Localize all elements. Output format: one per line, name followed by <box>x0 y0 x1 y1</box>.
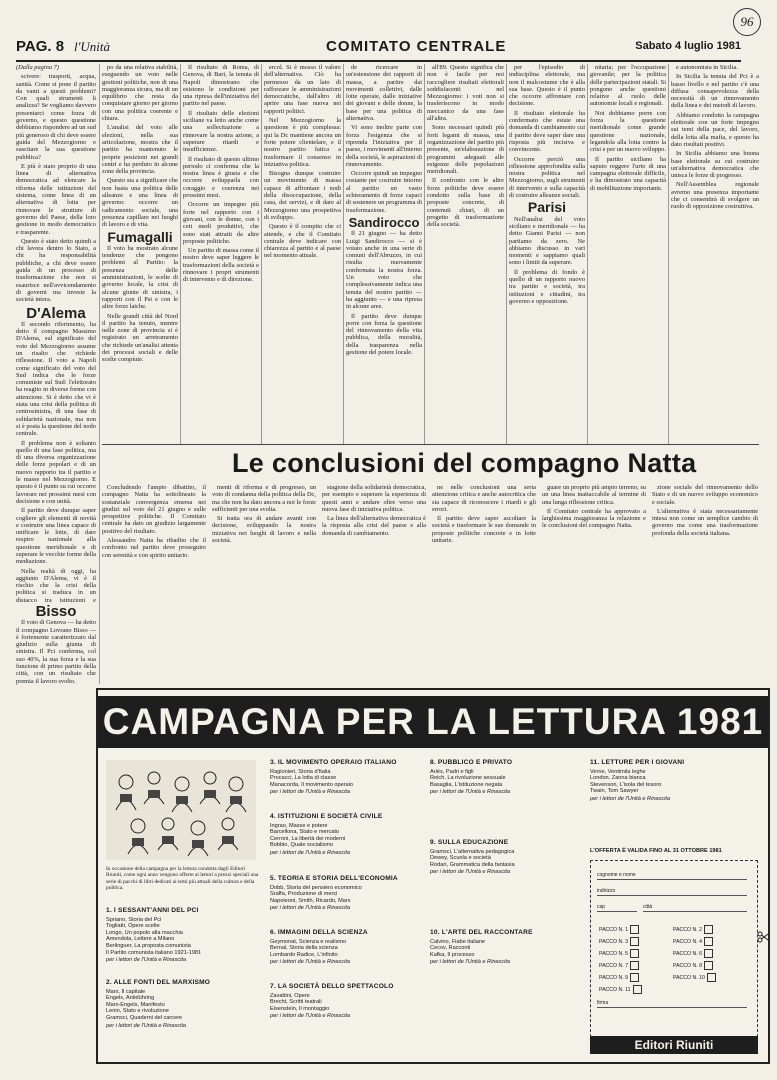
article-column-9 <box>671 64 759 444</box>
article-column-1 <box>16 64 96 604</box>
pack-checkbox-5[interactable]: PACCO N. 5 <box>599 949 639 958</box>
article-column-7 <box>509 64 585 444</box>
pack-title: 8. PUBBLICO E PRIVATO <box>430 759 513 766</box>
natta-column-4 <box>432 484 536 680</box>
pack-title: 11. LETTURE PER I GIOVANI <box>590 759 685 766</box>
book-pack-8 <box>430 760 580 796</box>
pack-price-note: per i lettori de l'Unità e Rinascita <box>270 1013 351 1020</box>
pack-item: Il Partito comunista italiano 1921-1981 <box>106 949 202 956</box>
scissors-icon <box>757 931 769 943</box>
pack-item: Brecht, Scritti teatrali <box>270 999 322 1006</box>
coupon-address-field[interactable]: indirizzo <box>597 895 747 896</box>
pack-title: 3. IL MOVIMENTO OPERAIO ITALIANO <box>270 759 397 766</box>
paragraph: ne nelle conclusioni una seria attenzione critica e anche autocritica che sia capace di riconoscere i ritardi e gli errori. <box>432 484 536 513</box>
reading-campaign-ad <box>96 688 770 1064</box>
paragraph: Il voto di Genova — ha detto il compagno Lovrano Bisso — è fortemente caratterizzato dal giudizio sulla giunta di sinistra. Il Pci conferma, col suo 40%, la sua forza e la sua funzione di primo partito della città, con un risultato che premia il lavoro svolto. <box>16 619 96 685</box>
paragraph: Il problema non è soltanto quello di una fase politica, ma di una diversa organizzazione delle forze popolari e di un nuovo rapporto tra il partito e le masse nel Mezzogiorno. E questo è il punto su cui occorre lavorare nei prossimi mesi con decisione e con unità. <box>16 439 96 505</box>
paragraph: Il partito deve saper ascoltare la società e trasformare le sue domande in proposte politiche concrete e in lotte unitarie. <box>432 515 536 545</box>
paragraph: Abbiamo condotto la campagna elettorale con un forte impegno sui temi della pace, del lavoro, della lotta alla mafia, e questo ha dato risultati positivi. <box>671 111 759 148</box>
column-rule <box>180 64 181 444</box>
book-pack-1 <box>106 908 262 964</box>
handwritten-page-number: 96 <box>733 8 761 36</box>
paragraph: Nella realtà di oggi, ha aggiunto D'Alema, vi è il rischio che la crisi della politica si traduca in un distacco tra istituzioni e <box>16 567 96 604</box>
pack-item: Berlinguer, La proposta comunista <box>106 942 191 949</box>
paragraph: Alessandro Natta ha ribadito che il confronto nel partito deve proseguire con serenità e con spirito unitario. <box>102 537 206 559</box>
publisher-banner: Editori Riuniti <box>590 1036 758 1054</box>
paragraph: ercol. Si è mosso il valore dell'alternativa. Ciò ha permesso da un lato di rafforzare le amministrazioni democratiche, dall'altro di aprire una fase nuova nei rapporti politici. <box>264 64 341 115</box>
pack-checkbox-2[interactable]: PACCO N. 2 <box>673 925 713 934</box>
paragraph: e autonomista in Sicilia. <box>676 64 738 71</box>
pack-item: Lombardo Radice, L'infinito <box>270 951 338 958</box>
pack-price-note: per i lettori de l'Unità e Rinascita <box>270 905 351 912</box>
pack-price-note: per i lettori de l'Unità e Rinascita <box>430 789 511 796</box>
pack-checkbox-6[interactable]: PACCO N. 6 <box>673 949 713 958</box>
natta-column-1 <box>102 484 206 680</box>
book-pack-6 <box>270 930 420 966</box>
pack-item: Eisenstein, Il montaggio <box>270 1005 330 1012</box>
book-pack-11 <box>590 760 756 803</box>
pack-item: Stevenson, L'isola del tesoro <box>590 781 662 788</box>
pack-item: Geymonat, Scienza e realismo <box>270 938 347 945</box>
pack-item: Cerroni, La libertà dei moderni <box>270 835 346 842</box>
paragraph: La linea dell'alternativa democratica è la risposta alla crisi del paese e alla domanda di cambiamento. <box>322 515 426 537</box>
paragraph: zione sociale del rinnovamento dello Stato e di un nuovo sviluppo economico e sociale. <box>652 484 758 506</box>
paragraph: Noi dobbiamo porre con forza la questione meridionale come grande questione nazionale, legandola alla lotta contro la crisi e per un nuovo sviluppo. <box>590 109 666 154</box>
pack-checkbox-4[interactable]: PACCO N. 4 <box>673 937 713 946</box>
speaker-heading-sandirocco: Sandirocco <box>348 214 420 230</box>
page-label: PAG. 8 <box>16 38 65 55</box>
pack-item: Calvino, Fiabe italiane <box>430 938 486 945</box>
book-pack-5 <box>270 876 420 912</box>
paragraph: In Sicilia abbiamo una buona base elettorale su cui costruire un'alternativa democratica che unisca le forze di progresso. <box>671 150 759 180</box>
speaker-heading-bisso: Bisso <box>35 604 77 620</box>
article-column-1-bottom <box>16 604 96 1064</box>
pack-checkbox-1[interactable]: PACCO N. 1 <box>599 925 639 934</box>
pack-item: Engels, Antidühring <box>106 995 155 1002</box>
coupon-name-field[interactable]: cognome e nome <box>597 879 747 880</box>
paragraph: guare un proprio più ampio terreno, su un una linea inattaccabile al termine di una lunga riflessione critica. <box>542 484 646 506</box>
pack-item: Togliatti, Opere scelte <box>106 923 160 930</box>
pack-checkbox-11[interactable]: PACCO N. 11 <box>599 985 642 994</box>
paragraph: per l'episodio di indisciplina elettorale, ma non il malcostume che è alla sua base. Questo è il punto che occorre affrontare con decisione. <box>509 64 585 108</box>
paragraph: all'89. Questo significa che non è facile per noi raccogliere risultati elettorali soddisfacenti nel Mezzogiorno: i voti non si trasferiscono in modo meccanico da una fase all'altra. <box>427 64 504 123</box>
paragraph: Bisogna dunque costruire un movimento di massa capace di affrontare i nodi della disoccupazione, della casa, dei servizi, e di dare al Mezzogiorno una prospettiva di sviluppo. <box>264 170 341 221</box>
pack-item: Barcellona, Stato e mercato <box>270 829 340 836</box>
pack-price-note: per i lettori de l'Unità e Rinascita <box>106 957 187 964</box>
paragraph: Il Comitato centrale ha approvato a larghissima maggioranza la relazione e le conclusioni del compagno Natta. <box>542 507 646 530</box>
paragraph: Il secondo riferimento, ha detto il compagno Massimo D'Alema, sul significato del voto del Mezzogiorno assume un risalto che richiede riflessione. Il voto a Napoli come significato del voto del Sud indica che le forze comuniste sul Sud: l'elettorato ha reagito in diverse forme con attenzione. Si è detto che vi è stata una crisi della politica di centrosinistra, di una fase di solidarietà nazionale, ma non si è posta la questione del nodo centrale. <box>16 320 96 438</box>
pack-checkbox-8[interactable]: PACCO N. 8 <box>673 961 713 970</box>
pack-title: 6. IMMAGINI DELLA SCIENZA <box>270 929 368 936</box>
pack-item: Dobb, Storia del pensiero economico <box>270 884 362 891</box>
paragraph: po da una relativa stabilità, eseguendo un voto nelle gestioni politiche, non di una maggioranza sicura, ma di un equilibrio che resta da conquistare giorno per giorno con una politica coerente e chiara. <box>102 64 178 123</box>
coupon-city-field[interactable]: città <box>643 911 747 912</box>
pack-item: Longo, Un popolo alla macchia <box>106 929 183 936</box>
pack-price-note: per i lettori de l'Unità e Rinascita <box>270 849 351 856</box>
pack-item: Ragionieri, Storia d'Italia <box>270 768 331 775</box>
pack-title: 2. ALLE FONTI DEL MARXISMO <box>106 979 211 986</box>
page-header <box>16 38 741 62</box>
pack-price-note: per i lettori de l'Unità e Rinascita <box>270 789 351 796</box>
pack-item: Bernal, Storia della scienza <box>270 945 338 952</box>
pack-item: Dewey, Scuola e società <box>430 855 491 862</box>
paragraph: Il risultato di Roma, di Genova, di Bari, la tenuta di Napoli dimostrano che esistono le condizioni per una ripresa dell'iniziativa del partito nel paese. <box>183 64 259 108</box>
natta-column-5 <box>542 484 646 680</box>
pack-price-note: per i lettori de l'Unità e Rinascita <box>270 959 351 966</box>
paragraph: Occorre perciò una riflessione approfondita sulla nostra politica nel Mezzogiorno, sugli strumenti di intervento e sulla capacità di costruire alleanze sociali. <box>509 155 585 200</box>
paragraph: Questo sta a significare che non basta una politica delle alleanze e una linea di governo: occorre un radicamento sociale, una presenza capillare nei luoghi di lavoro e di vita. <box>102 177 178 229</box>
paragraph: Vi sono inoltre parte con forza l'esigenza che si riprenda l'iniziativa per il paese, i movimenti all'interno della società, le aspirazioni di rinnovamento. <box>346 124 422 168</box>
pack-item: Twain, Tom Sawyer <box>590 788 639 795</box>
section-title: COMITATO CENTRALE <box>326 38 507 55</box>
pack-item: Spriano, Storia del Pci <box>106 916 162 923</box>
paragraph: Il risultato delle elezioni siciliane va letto anche come una sollecitazione a rinnovare la nostra azione, a superare ritardi e insufficienze. <box>183 109 259 154</box>
article-column-6 <box>427 64 504 444</box>
paragraph: Si tratta ora di andare avanti con decisione, sviluppando la nostra iniziativa nei luoghi di lavoro e nella società. <box>212 515 316 545</box>
paragraph: Il partito deve dunque saper cogliere gli elementi di novità e costruire una linea capace di unificare le lotte, di dare respiro nazionale alla questione meridionale e di superare le vecchie forme della mediazione. <box>16 507 96 566</box>
column-rule <box>261 64 262 444</box>
paragraph: Occorre un impegno più forte nel rapporto con i giovani, con le donne, con i ceti medi produttivi, che sono stati attratti da altre proposte politiche. <box>183 201 259 245</box>
pack-title: 4. ISTITUZIONI E SOCIETÀ CIVILE <box>270 813 383 820</box>
paragraph: Un partito di massa come il nostro deve saper leggere le trasformazioni della società e rinnovare i propri strumenti di intervento e di direzione. <box>183 247 259 284</box>
pack-checkbox-3[interactable]: PACCO N. 3 <box>599 937 639 946</box>
pack-title: 10. L'ARTE DEL RACCONTARE <box>430 929 533 936</box>
pack-item: Zavattini, Opere <box>270 992 310 999</box>
coupon-signature-field[interactable]: firma <box>597 1007 747 1008</box>
paragraph: de ricercare in un'estensione dei rapporti di massa, a partire dai movimenti collettivi, dalle lotte operaie, dalle iniziative dei giovani e delle donne, la base per una politica di alternativa. <box>346 64 422 123</box>
column-rule <box>587 64 588 444</box>
paragraph: Nel Mezzogiorno la questione è più complessa: qui la Dc mantiene ancora un forte potere clientelare, e il nostro partito fatica a trasformare il consenso in iniziativa politica. <box>264 117 341 168</box>
pack-title: 7. LA SOCIETÀ DELLO SPETTACOLO <box>270 983 394 990</box>
book-pack-2 <box>106 980 262 1029</box>
column-rule <box>424 64 425 444</box>
pack-item: Ariès, Padri e figli <box>430 768 474 775</box>
natta-column-6 <box>652 484 758 680</box>
pack-item: Basaglia, L'istituzione negata <box>430 781 503 788</box>
article-column-8 <box>590 64 666 444</box>
book-pack-7 <box>270 984 420 1020</box>
ad-title: CAMPAGNA PER LA LETTURA 1981 <box>98 696 768 748</box>
paragraph: Nell'Assemblea regionale avremo una presenza importante che ci consentirà di svolgere un ruolo di opposizione costruttiva. <box>671 181 759 211</box>
pack-item: Ingrao, Masse e potere <box>270 822 328 829</box>
paragraph: Nell'analisi del voto siciliano e meridionale — ha detto Gianni Parisi — non partiamo da zero. Ne abbiamo discusso in vari momenti e sappiamo quali sono i limiti da superare. <box>509 215 585 267</box>
speaker-heading-dalema: D'Alema <box>26 304 86 322</box>
coupon-cap-field[interactable]: cap <box>597 911 637 912</box>
speaker-heading-parisi: Parisi <box>527 199 567 216</box>
paragraph: Il partito deve dunque porre con forza la questione del rinnovamento della vita pubblica, della moralità, della trasparenza nella gestione del potere locale. <box>346 312 422 356</box>
pack-item: Gramsci, Quaderni del carcere <box>106 1014 183 1021</box>
pack-item: Kafka, Il processo <box>430 951 475 958</box>
pack-price-note: per i lettori de l'Unità e Rinascita <box>430 869 511 876</box>
pack-checkbox-9[interactable]: PACCO N. 9 <box>599 973 639 982</box>
pack-item: Sraffa, Produzione di merci <box>270 891 338 898</box>
pack-price-note: per i lettori de l'Unità e Rinascita <box>106 1022 187 1029</box>
speaker-heading-fumagalli: Fumagalli <box>107 228 173 245</box>
natta-headline: Le conclusioni del compagno Natta <box>232 448 697 478</box>
natta-column-3 <box>322 484 426 680</box>
natta-column-2 <box>212 484 316 680</box>
article-column-2 <box>102 64 178 444</box>
book-pack-4 <box>270 814 420 857</box>
pack-title: 5. TEORIA E STORIA DELL'ECONOMIA <box>270 875 398 882</box>
pack-item: Verne, Ventimila leghe <box>590 768 646 775</box>
pack-item: Gramsci, L'alternativa pedagogica <box>430 848 515 855</box>
book-pack-9 <box>430 840 580 876</box>
paragraph: Il partito siciliano ha saputo reggere l'urto di una campagna elettorale difficile, e ha dimostrato una capacità di mobilitazione importante. <box>590 155 666 192</box>
article-column-3 <box>183 64 259 444</box>
paragraph: Il risultato di questo ultimo periodo ci conferma che la nostra linea è giusta e che occorre svilupparla con coraggio e coerenza nei prossimi mesi. <box>183 155 259 200</box>
paragraph: Il voto ha mostrato alcune tendenze che pongono problemi al Partito: la presenza delle amministrazioni, le scelte di governo locale, la crisi di alcune giunte di sinistra, i rapporti con il Psi e con le altre forze laiche. <box>102 244 178 311</box>
pack-item: Bobbio, Quale socialismo <box>270 842 334 849</box>
paragraph: Il 21 giugno — ha detto Luigi Sandirocco — si è votato anche in una serie di comuni dell'Abruzzo, in cui risulta nuovamente confermata la nostra forza. Un voto che complessivamente indica una tenuta del nostro partito — ha aggiunto — e una ripresa in alcune aree. <box>346 230 422 311</box>
paragraph: E più è stato proprio di una linea di alternativa democratica ad elencare la riforma delle istituzioni del sistema, come linea di un alternativa di lotta per rinnovare le strutture di governo del Paese, della loro gestione in modo democratico e trasparente. <box>16 162 96 236</box>
paragraph: Sono necessari quindi più forti legami di massa, una organizzazione del partito più presente, un'elaborazione di programmi adeguati alle esigenze delle popolazioni meridionali. <box>427 124 504 176</box>
paragraph: Questo è il compito che ci attende, e che il Comitato centrale deve indicare con chiarezza al partito e al paese nel momento attuale. <box>264 223 341 260</box>
ad-intro: In occasione della campagna per la lettura condotta dagli Editori Riuniti, come ogni anno vengono offerte ai lettori a prezzi speciali una serie di pacchi di libri dedicati ai temi più attuali della cultura e della politica. <box>106 866 259 892</box>
article-column-4 <box>264 64 341 444</box>
paragraph: Questo è stato detto quindi a chi lavora dentro lo Stato, a chi ha responsabilità pubbliche, a chi deve essere guida di un processo di trasformazione che non si esaurisce nell'avvicendamento di governi ma investe la società intera. <box>16 237 96 304</box>
pack-item: Marx-Engels, Manifesto <box>106 1001 165 1008</box>
pack-title: 1. I SESSANT'ANNI DEL PCI <box>106 907 199 914</box>
book-pack-3 <box>270 760 420 796</box>
pack-item: Manacorda, Il movimento operaio <box>270 781 354 788</box>
pack-item: London, Zanna bianca <box>590 775 646 782</box>
pack-item: Amendola, Lettere a Milano <box>106 936 175 943</box>
order-coupon[interactable] <box>590 860 758 1052</box>
paragraph: L'alternativa è stata necessariamente intesa non come un semplice cambio di governo ma come una trasformazione profonda della società italiana. <box>652 507 758 537</box>
pack-item: Procacci, La lotta di classe <box>270 775 337 782</box>
pack-price-note: per i lettori de l'Unità e Rinascita <box>430 959 511 966</box>
issue-date: Sabato 4 luglio 1981 <box>635 40 741 52</box>
article-column-5 <box>346 64 422 444</box>
paper-name: l'Unità <box>74 39 111 54</box>
pack-checkbox-7[interactable]: PACCO N. 7 <box>599 961 639 970</box>
column-rule <box>99 64 100 684</box>
paragraph: L'analisi del voto alle elezioni, nella sua articolazione, mostra che il partito ha mantenuto le proprie posizioni nei grandi centri e ha perduto in alcune zone della provincia. <box>102 124 178 176</box>
continued-from: (Dalla pagina 7) <box>16 64 59 71</box>
paragraph: Occorre quindi un impegno costante per costruire intorno al partito un vasto schieramento di forze capaci di sostenere un programma di trasformazione. <box>346 170 422 214</box>
pack-title: 9. SULLA EDUCAZIONE <box>430 839 509 846</box>
pack-item: Lenin, Stato e rivoluzione <box>106 1008 169 1015</box>
people-reading-illustration <box>106 760 256 860</box>
paragraph: Il problema di fondo è quello di un rapporto nuovo tra partito e società, tra istituzioni e cittadini, tra governo e opposizione. <box>509 268 585 305</box>
paragraph: scivere: trasporti, acqua, sanità. Come si pone il partito da vanti a questi problemi? Con quali strumenti li analizza? Se vogliamo davvero presentarci come forza di governo, e questo questione debbiamo rispondere ad un sud più generoso di chi deve essere guida del Mezzogiorno e suscitare la sua questione pubblica? <box>16 73 96 161</box>
pack-price-note: per i lettori de l'Unità e Rinascita <box>590 795 671 802</box>
pack-checkbox-10[interactable]: PACCO N. 10 <box>673 973 716 982</box>
paragraph: Il confronto con le altre forze politiche deve essere condotto sulla base di proposte concrete, di contenuti chiari, di un progetto di trasformazione della società. <box>427 177 504 229</box>
paragraph: stagione della solidarietà democratica, per esempio e superare la esperienza di questi anni e andare oltre verso una nuova fase di iniziativa politica. <box>322 484 426 513</box>
paragraph: Il risultato elettorale ha confermato che esiste una domanda di cambiamento cui il partito deve saper dare una risposta più incisiva e convincente. <box>509 109 585 154</box>
book-pack-10 <box>430 930 580 966</box>
column-rule <box>506 64 507 444</box>
paragraph: menti di riforma e di progresso, un voto di condanna della politica della Dc, ma che non ha dato ancora a noi le forze sufficienti per una svolta. <box>212 484 316 513</box>
column-rule <box>343 64 344 444</box>
offer-validity: L'OFFERTA È VALIDA FINO AL 31 OTTOBRE 1981 <box>590 848 722 854</box>
pack-item: Napoleoni, Smith, Ricardo, Marx <box>270 897 351 904</box>
pack-item: Reich, La rivoluzione sessuale <box>430 775 506 782</box>
pack-item: Rodari, Grammatica della fantasia <box>430 861 515 868</box>
paragraph: Concludendo l'ampio dibattito, il compagno Natta ha sottolineato la sostanziale convergenza emersa nei giudizi sul voto del 21 giugno e sulle prospettive politiche. Il Comitato centrale ha dato un giudizio largamente positivo del risultato. <box>102 484 206 535</box>
pack-item: Cecov, Racconti <box>430 945 471 952</box>
pack-item: Marx, Il capitale <box>106 988 146 995</box>
paragraph: Nelle grandi città del Nord il partito ha tenuto, mentre nelle zone di provincia si è registrato un arretramento che richiede un'analisi attenta dei processi sociali e delle scelte compiute. <box>102 312 178 364</box>
paragraph: nitaria; per l'occupazione giovanile; per la politica delle partecipazioni statali. Si pongono anche questioni relative al ruolo delle autonomie locali e regionali. <box>590 64 666 108</box>
headline-rule <box>102 444 759 445</box>
column-rule <box>668 64 669 444</box>
paragraph: In Sicilia la tenuta del Pci è a basso livello e nel partito c'è una diffusa consapevolezza della necessità di un rinnovamento della linea e dei metodi di lavoro. <box>671 73 759 110</box>
